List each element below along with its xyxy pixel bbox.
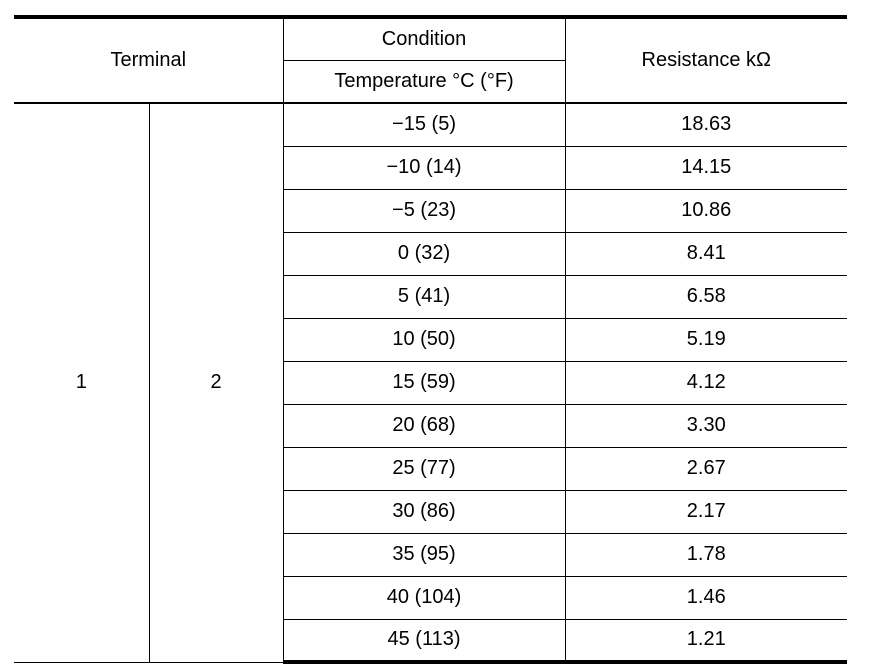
terminal-header: Terminal xyxy=(14,17,283,103)
temperature-cell: 45 (113) xyxy=(283,619,565,662)
resistance-cell: 1.46 xyxy=(565,576,847,619)
temperature-cell: −10 (14) xyxy=(283,146,565,189)
resistance-cell: 1.78 xyxy=(565,533,847,576)
condition-header: Condition xyxy=(283,17,565,60)
temperature-cell: 35 (95) xyxy=(283,533,565,576)
temperature-header: Temperature °C (°F) xyxy=(283,60,565,103)
resistance-cell: 2.67 xyxy=(565,447,847,490)
temperature-cell: −15 (5) xyxy=(283,103,565,146)
resistance-cell: 2.17 xyxy=(565,490,847,533)
temperature-cell: 25 (77) xyxy=(283,447,565,490)
table-row xyxy=(14,103,847,146)
resistance-cell: 18.63 xyxy=(565,103,847,146)
resistance-cell: 8.41 xyxy=(565,232,847,275)
temperature-cell: 0 (32) xyxy=(283,232,565,275)
resistance-table xyxy=(14,15,847,664)
resistance-cell: 1.21 xyxy=(565,619,847,662)
temperature-cell: −5 (23) xyxy=(283,189,565,232)
resistance-header: Resistance kΩ xyxy=(565,17,847,103)
terminal-second-cell: 2 xyxy=(149,103,283,662)
resistance-cell: 14.15 xyxy=(565,146,847,189)
resistance-cell: 3.30 xyxy=(565,404,847,447)
resistance-cell: 4.12 xyxy=(565,361,847,404)
temperature-cell: 5 (41) xyxy=(283,275,565,318)
table-body xyxy=(14,103,847,662)
temperature-cell: 20 (68) xyxy=(283,404,565,447)
temperature-cell: 15 (59) xyxy=(283,361,565,404)
resistance-cell: 5.19 xyxy=(565,318,847,361)
resistance-cell: 10.86 xyxy=(565,189,847,232)
header-row-1 xyxy=(14,17,847,60)
temperature-cell: 30 (86) xyxy=(283,490,565,533)
temperature-cell: 40 (104) xyxy=(283,576,565,619)
resistance-cell: 6.58 xyxy=(565,275,847,318)
terminal-first-cell: 1 xyxy=(14,103,149,662)
temperature-cell: 10 (50) xyxy=(283,318,565,361)
